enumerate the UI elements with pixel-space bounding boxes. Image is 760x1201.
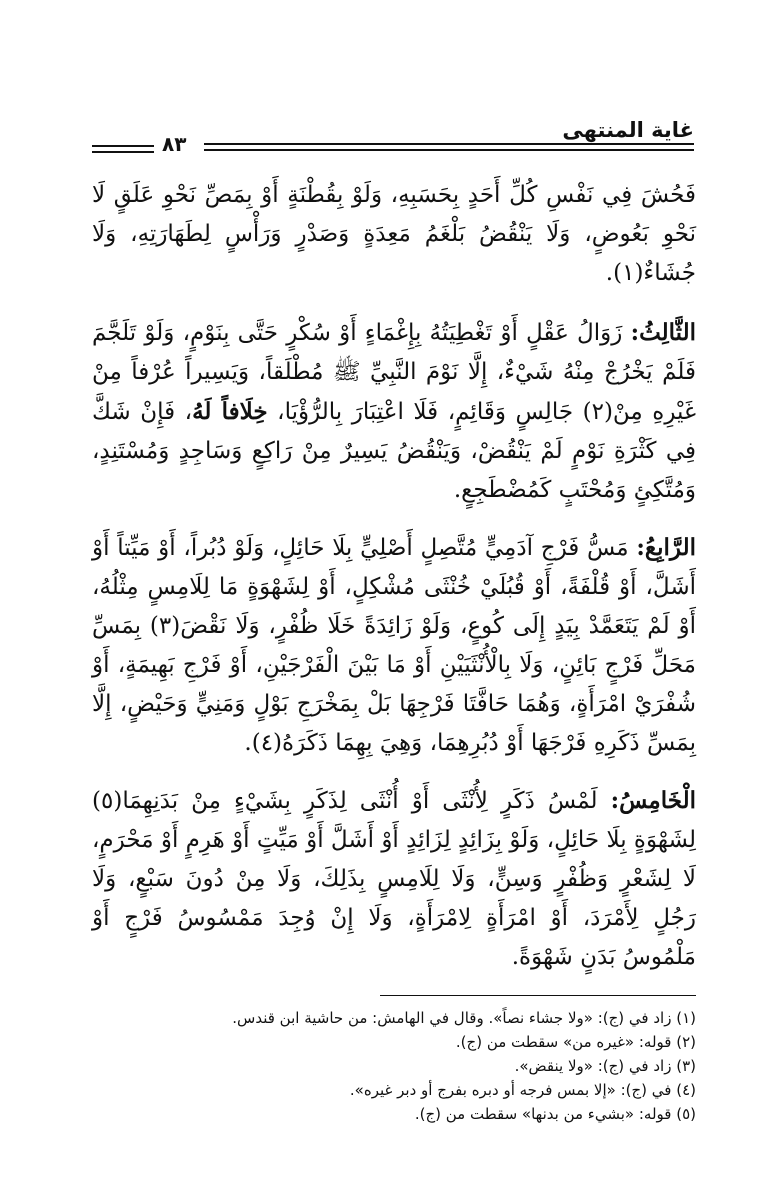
- footnote: (٣) زاد في (ج): «ولا ينقض».: [514, 1057, 696, 1075]
- page-header: [92, 118, 694, 158]
- paragraph-fourth: [92, 528, 696, 763]
- paragraph: فَحُشَ فِي نَفْسِ كُلِّ أَحَدٍ بِحَسَبِهِ، وَلَوْ بِقُطْنَةٍ أَوْ بِمَصِّ نَحْوِ عَلَقٍ لَا نَحْوِ بَعُوضٍ، وَلَا يَنْقُضُ بَلْغَمُ مَعِدَةٍ وَصَدْرٍ وَرَأْسٍ لِطَهَارَتِهِ، وَلَا جُشَاءٌ(١).: [92, 182, 696, 286]
- footnote: (٢) قوله: «غيره من» سقطت من (ج).: [455, 1033, 696, 1051]
- paragraph-fifth: [92, 781, 696, 977]
- footnote: (٥) قوله: «بشيء من بدنها» سقطت من (ج).: [414, 1105, 696, 1123]
- paragraph-third: [92, 313, 696, 510]
- heading-fourth: الرَّابِعُ:: [636, 534, 696, 561]
- main-text: [92, 176, 696, 1126]
- paragraph-text: زَوَالُ عَقْلٍ أَوْ تَغْطِيَتُهُ بِإِغْمَاءٍ أَوْ سُكْرٍ حَتَّى بِنَوْمٍ، وَلَوْ تَلَجَّمَ فَلَمْ يَخْرُجْ مِنْهُ شَيْءٌ، إِلَّا نَوْمَ النَّبِيِّ ﷺ مُطْلَقاً، وَيَسِيراً عُرْفاً مِنْ غَيْرِهِ مِنْ(٢) جَالِسٍ وَقَائِمٍ، فَلَا اعْتِبَارَ بِالرُّؤْيَا، خِلَافاً لَهُ، فَإِنْ شَكَّ فِي كَثْرَةِ نَوْمٍ لَمْ يَنْقُضْ، وَيَنْقُضُ يَسِيرٌ مِنْ رَاكِعٍ وَسَاجِدٍ وَمُسْتَنِدٍ، وَمُتَّكِئٍ وَمُحْتَبٍ كَمُضْطَجِعٍ.: [92, 320, 696, 503]
- footnote: (٤) في (ج): «إلا بمس فرجه أو دبره بفرج أو دبر غيره».: [349, 1081, 696, 1099]
- footnote-separator: [380, 995, 696, 996]
- header-rule: [204, 143, 694, 145]
- page-number: ٨٣: [162, 132, 187, 156]
- paragraph-text: مَسُّ فَرْجِ آدَمِيٍّ مُتَّصِلٍ أَصْلِيٍّ بِلَا حَائِلٍ، وَلَوْ دُبُراً، أَوْ مَيِّتاً أَوْ أَشَلَّ، أَوْ قُلْفَةً، أَوْ قُبُلَيْ خُنْثَى مُشْكِلٍ، أَوْ لِشَهْوَةٍ مَا لِلَامِسٍ مِثْلُهُ، أَوْ لَمْ يَتَعَمَّدْ بِيَدٍ إِلَى كُوعٍ، وَلَوْ زَائِدَةً خَلَا ظُفْرٍ، وَلَا نَقْضَ(٣) بِمَسِّ مَحَلِّ فَرْجٍ بَائِنٍ، وَلَا بِالْأُنْثَيَيْنِ أَوْ مَا بَيْنَ الْفَرْجَيْنِ، أَوْ فَرْجِ بَهِيمَةٍ، أَوْ شُفْرَيْ امْرَأَةٍ، وَهُمَا حَافَّتَا فَرْجِهَا بَلْ بِمَخْرَجِ بَوْلٍ وَمَنِيٍّ وَحَيْضٍ، إِلَّا بِمَسِّ ذَكَرِهِ فَرْجَهَا أَوْ دُبُرِهِمَا، وَهِيَ بِهِمَا ذَكَرَهُ(٤).: [92, 535, 696, 756]
- heading-third: الثَّالِثُ:: [630, 319, 697, 346]
- book-title: غاية المنتهى: [562, 118, 694, 142]
- header-rule: [92, 151, 154, 153]
- header-rule: [204, 149, 694, 151]
- footnote: (١) زاد في (ج): «ولا جشاء نصاً». وقال في الهامش: من حاشية ابن قندس.: [232, 1009, 696, 1027]
- paragraph-text: لَمْسُ ذَكَرٍ لِأُنْثَى أَوْ أُنْثَى لِذَكَرٍ بِشَيْءٍ مِنْ بَدَنِهِمَا(٥) لِشَهْوَةٍ بِلَا حَائِلٍ، وَلَوْ بِزَائِدٍ لِزَائِدٍ أَوْ أَشَلَّ أَوْ مَيِّتٍ أَوْ هَرِمٍ أَوْ مَحْرَمٍ، لَا لِشَعْرٍ وَظُفْرٍ وَسِنٍّ، وَلَا لِلَامِسٍ بِذَلِكَ، وَلَا مِنْ دُونَ سَبْعٍ، وَلَا رَجُلٍ لِأَمْرَدَ، أَوْ امْرَأَةٍ لِامْرَأَةٍ، وَلَا إِنْ وُجِدَ مَمْسُوسُ فَرْجٍ أَوْ مَلْمُوسُ بَدَنٍ شَهْوَةً.: [92, 788, 696, 970]
- bold-phrase: خِلَافاً لَهُ: [192, 398, 268, 425]
- header-rule: [92, 145, 154, 147]
- footnotes: [92, 1006, 696, 1126]
- heading-fifth: الْخَامِسُ:: [610, 787, 696, 814]
